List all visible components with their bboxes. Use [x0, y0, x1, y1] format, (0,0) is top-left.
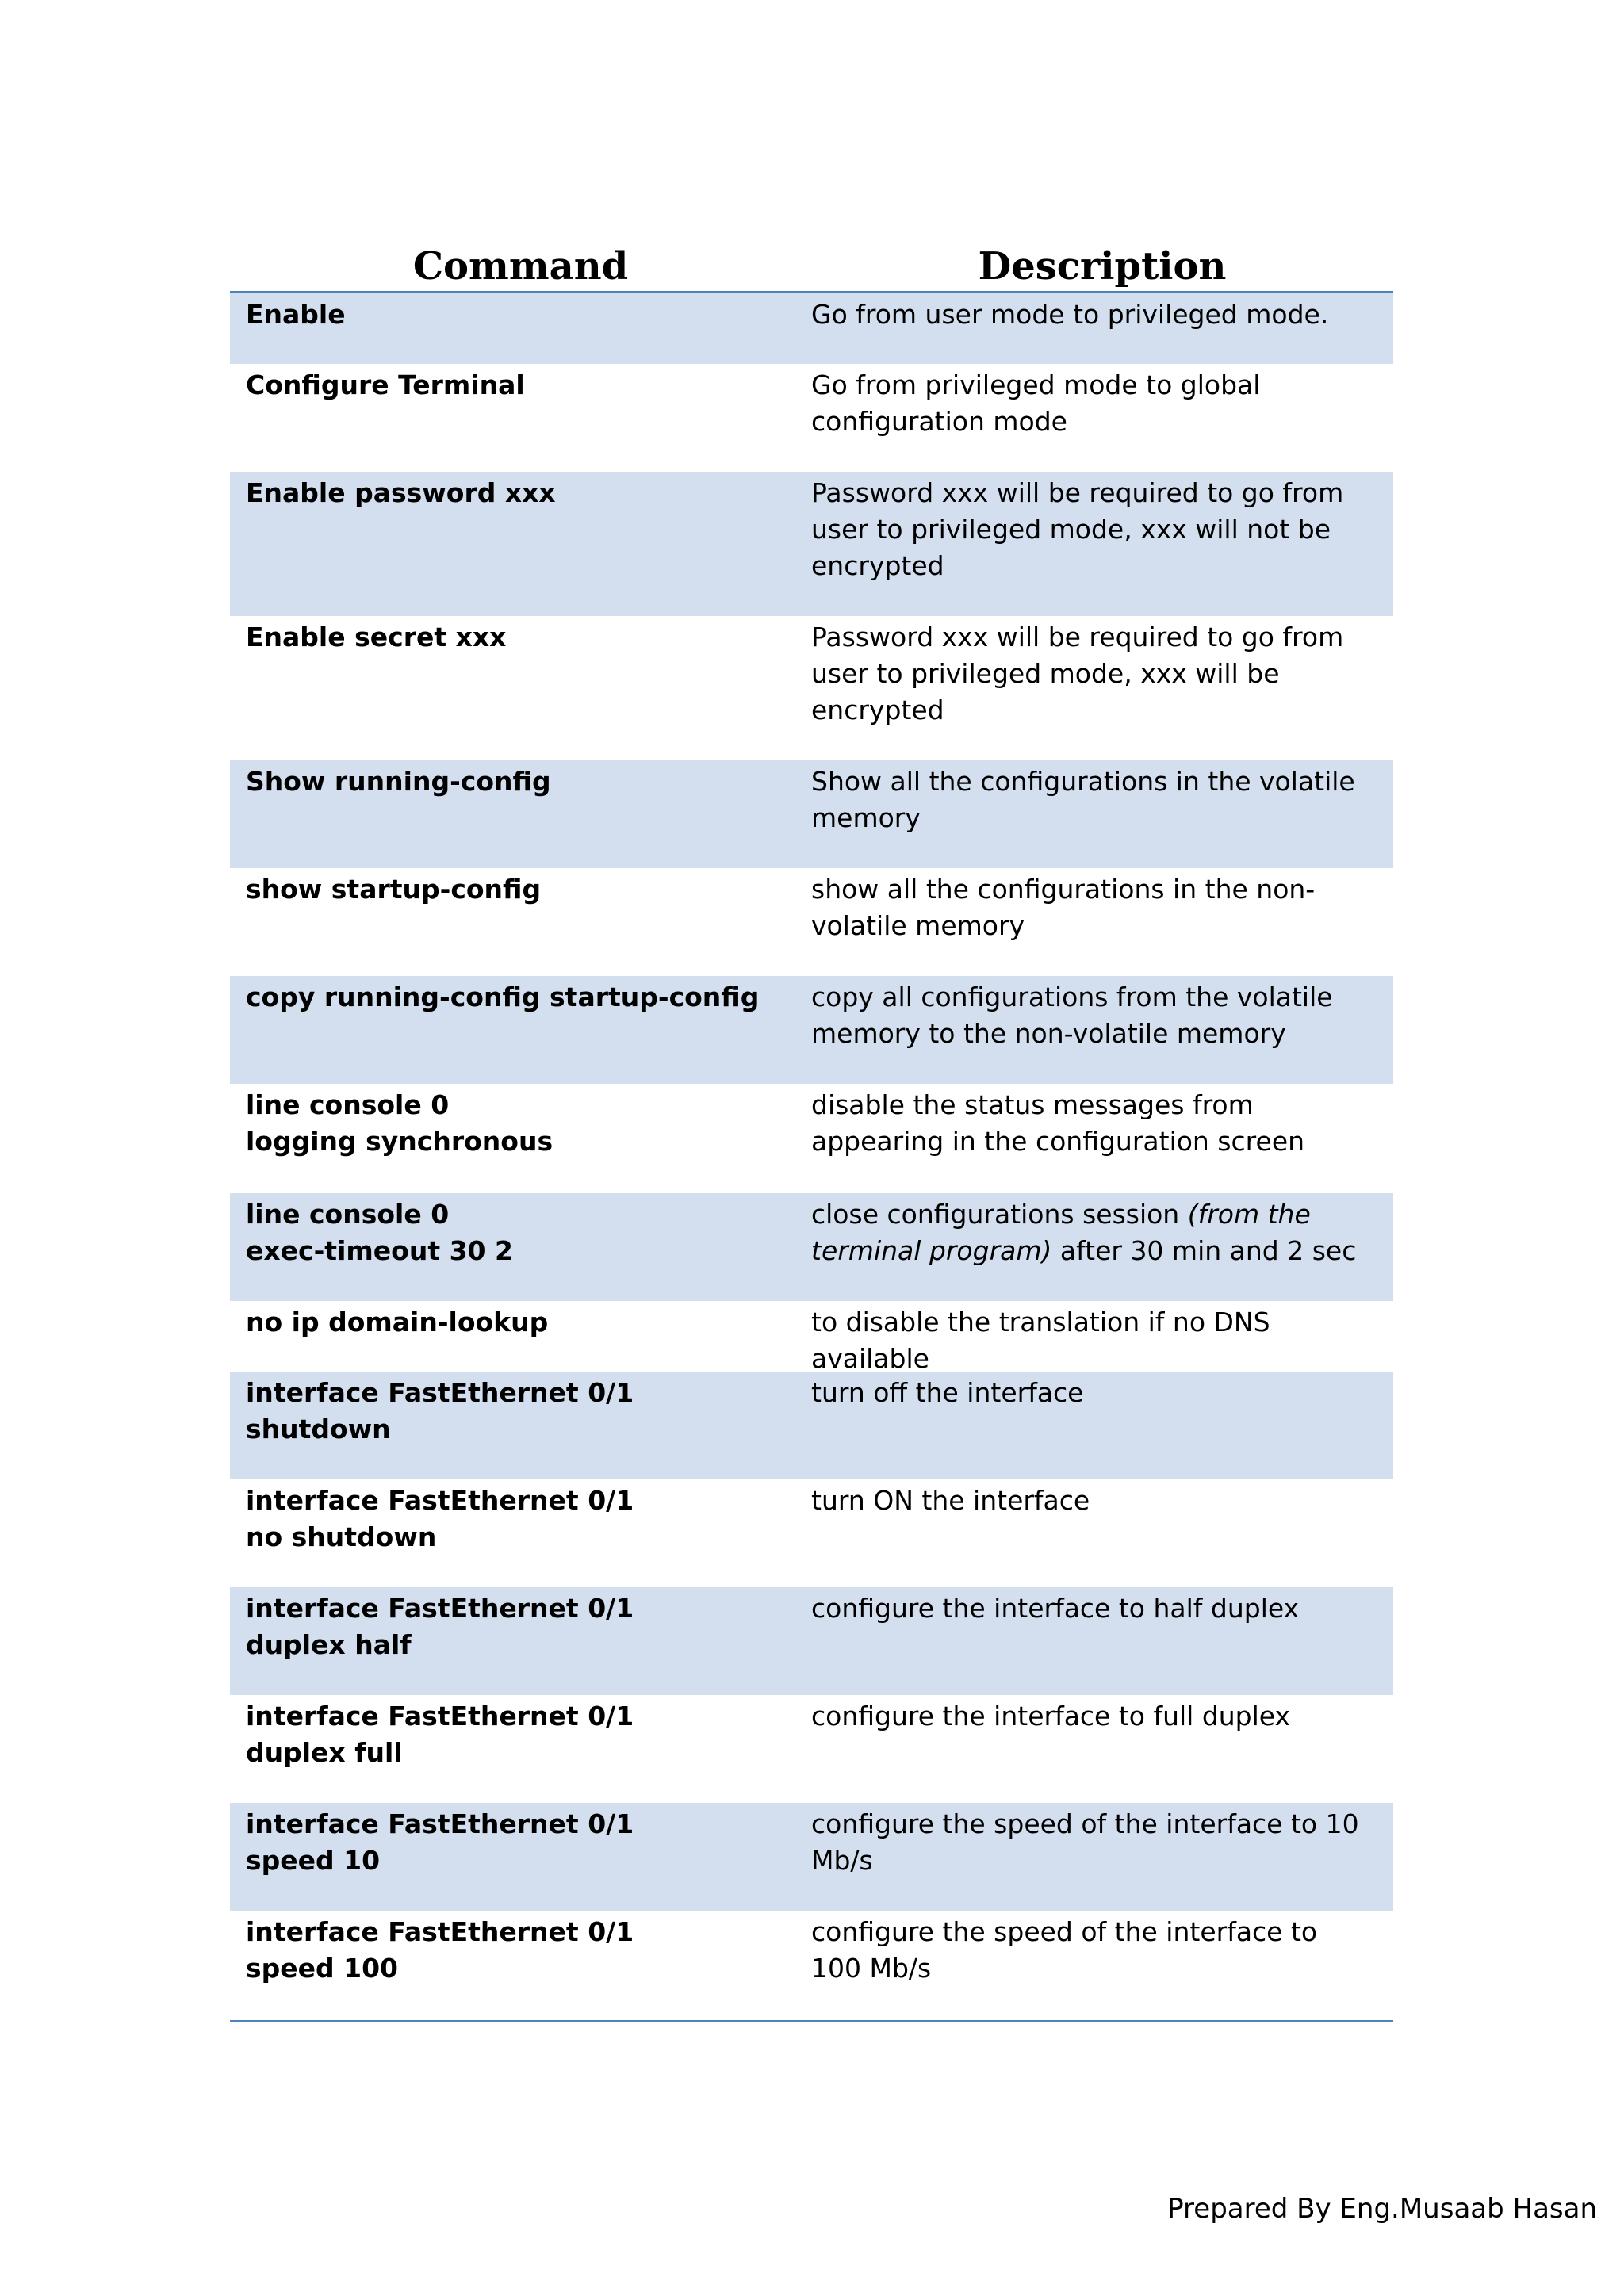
- description-cell: configure the speed of the interface to 10 Mb/s: [811, 1808, 1359, 1876]
- description-column-header: Description: [978, 244, 1227, 289]
- table-row: [230, 1301, 1393, 1372]
- command-table: [230, 242, 1393, 2022]
- table-row: [230, 293, 1393, 364]
- command-cell: line console 0 exec-timeout 30 2: [246, 1199, 513, 1266]
- table-row: [230, 364, 1393, 472]
- description-cell: [811, 1193, 1393, 1301]
- description-cell: configure the speed of the interface to 100 Mb/s: [811, 1916, 1318, 1984]
- command-cell: Enable secret xxx: [246, 622, 507, 652]
- command-cell: copy running-config startup-config: [246, 982, 760, 1012]
- table-row: [230, 616, 1393, 760]
- command-cell: interface FastEthernet 0/1 speed 100: [246, 1916, 634, 1984]
- description-cell: copy all configurations from the volatile memory to the non-volatile memory: [811, 982, 1333, 1049]
- description-italic-text: (from the terminal program): [811, 1199, 1311, 1266]
- command-cell: interface FastEthernet 0/1 speed 10: [246, 1808, 634, 1876]
- table-row: [230, 1587, 1393, 1695]
- command-column-header: Command: [412, 244, 629, 289]
- description-cell: configure the interface to full duplex: [811, 1701, 1291, 1732]
- description-cell: Go from privileged mode to global configuration mode: [811, 369, 1261, 437]
- description-cell: Password xxx will be required to go from user to privileged mode, xxx will not be encrypted: [811, 477, 1344, 581]
- table-header-row: [230, 242, 1393, 293]
- command-cell: Show running-config: [246, 766, 551, 797]
- command-cell: interface FastEthernet 0/1 duplex full: [246, 1701, 634, 1768]
- table-row: [230, 1372, 1393, 1479]
- table-body: [230, 293, 1393, 2020]
- command-cell: interface FastEthernet 0/1 shutdown: [246, 1377, 634, 1445]
- table-row: [230, 472, 1393, 616]
- description-cell: Go from user mode to privileged mode.: [811, 299, 1329, 330]
- description-cell: show all the configurations in the non-volatile memory: [811, 874, 1316, 941]
- command-cell: no ip domain-lookup: [246, 1307, 549, 1337]
- command-cell: Enable password xxx: [246, 477, 556, 508]
- description-text: after 30 min and 2 sec: [1051, 1235, 1357, 1266]
- table-row: [230, 1479, 1393, 1587]
- table-row: [230, 1084, 1393, 1193]
- table-row: [230, 976, 1393, 1084]
- description-cell: to disable the translation if no DNS available: [811, 1307, 1270, 1374]
- command-cell: interface FastEthernet 0/1 duplex half: [246, 1593, 634, 1660]
- table-bottom-rule: [230, 2020, 1393, 2022]
- description-text: close configurations session: [811, 1199, 1188, 1230]
- prepared-by-credit: Prepared By Eng.Musaab Hasan: [1167, 2193, 1597, 2225]
- description-cell: configure the interface to half duplex: [811, 1593, 1300, 1624]
- command-cell: show startup-config: [246, 874, 542, 905]
- table-row: [230, 1193, 1393, 1301]
- command-cell: Enable: [246, 299, 346, 330]
- description-cell: disable the status messages from appearing in the configuration screen: [811, 1089, 1305, 1157]
- description-cell: Show all the configurations in the volatile memory: [811, 766, 1355, 833]
- description-cell: Password xxx will be required to go from user to privileged mode, xxx will be encrypted: [811, 622, 1344, 725]
- description-cell: turn ON the interface: [811, 1485, 1090, 1516]
- table-row: [230, 868, 1393, 976]
- table-row: [230, 1803, 1393, 1911]
- command-cell: Configure Terminal: [246, 369, 525, 400]
- description-cell: turn off the interface: [811, 1377, 1084, 1408]
- table-row: [230, 1911, 1393, 2020]
- table-row: [230, 1695, 1393, 1803]
- command-cell: line console 0 logging synchronous: [246, 1089, 553, 1157]
- command-cell: interface FastEthernet 0/1 no shutdown: [246, 1485, 634, 1552]
- table-row: [230, 760, 1393, 868]
